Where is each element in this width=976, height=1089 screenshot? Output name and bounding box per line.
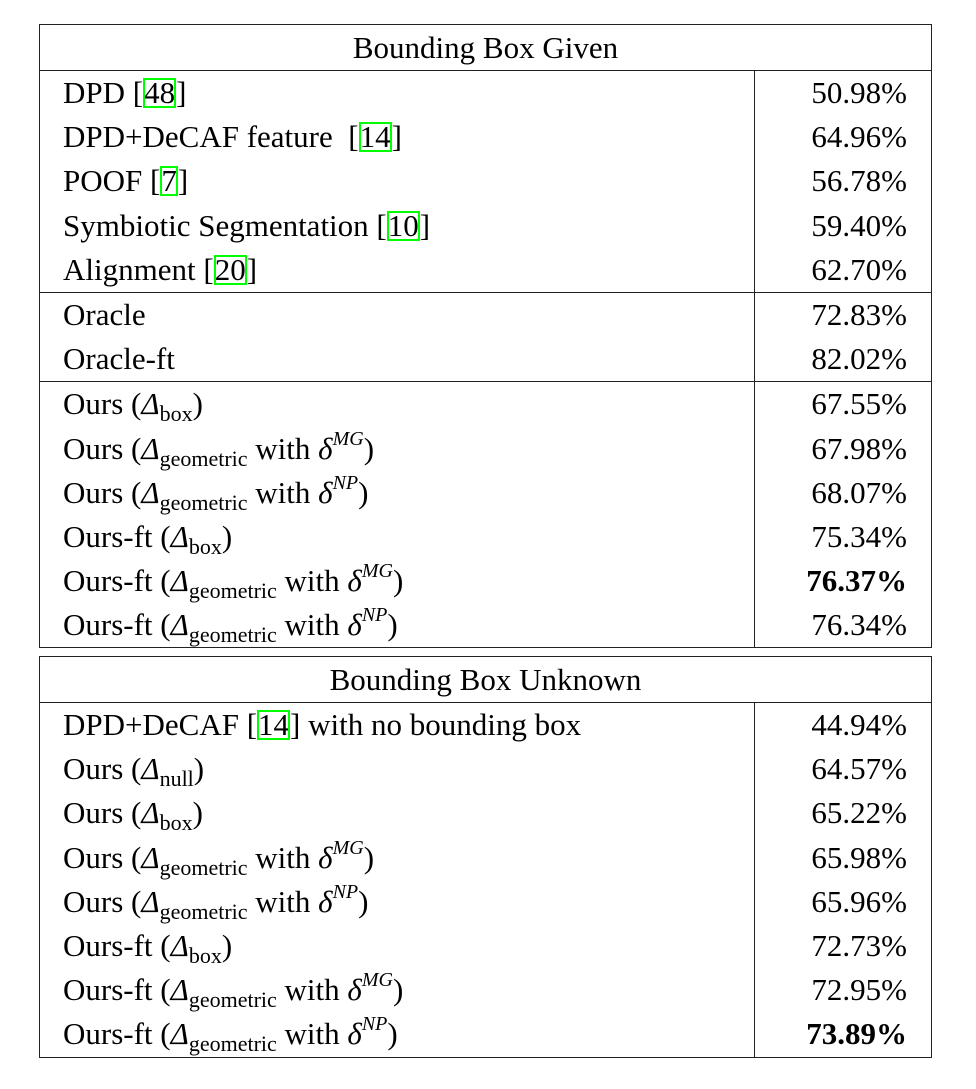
delta-subscript: null: [159, 766, 194, 792]
section-unknown-results: [40, 703, 931, 1057]
table-row: [40, 1012, 931, 1056]
method-name: Ours-ft: [63, 1016, 153, 1052]
accuracy-value-best: 73.89%: [806, 1016, 907, 1052]
method-name: Ours: [63, 474, 124, 510]
delta-superscript: NP: [361, 1013, 388, 1036]
table-title: Bounding Box Given: [40, 25, 931, 71]
paren: (: [131, 883, 142, 919]
paren: ): [192, 795, 203, 831]
bracket: [: [376, 207, 387, 243]
paren: (: [160, 518, 171, 554]
method-name: Ours-ft: [63, 927, 153, 963]
bracket: ]: [177, 163, 189, 199]
paren: (: [131, 795, 142, 831]
delta-symbol: Δ: [170, 563, 189, 599]
method-cell: [40, 836, 755, 880]
accuracy-value: 72.95%: [811, 972, 907, 1008]
delta-superscript: MG: [332, 427, 364, 450]
delta-subscript: geometric: [159, 898, 248, 924]
paren: (: [131, 430, 142, 466]
bracket: [: [203, 251, 214, 287]
delta-subscript: geometric: [188, 578, 277, 604]
table-row: [40, 603, 931, 647]
method-cell: [40, 204, 755, 248]
table-row: [40, 924, 931, 968]
citation-link[interactable]: 20: [214, 251, 246, 287]
method-name: Symbiotic Segmentation: [63, 207, 369, 243]
delta-superscript: NP: [332, 880, 359, 903]
method-cell: [40, 747, 755, 791]
paren: (: [160, 927, 171, 963]
delta-symbol: Δ: [141, 883, 160, 919]
small-delta-symbol: δ: [347, 563, 362, 599]
paren: (: [131, 474, 142, 510]
small-delta-symbol: δ: [318, 430, 333, 466]
accuracy-value-best: 76.37%: [806, 563, 907, 599]
method-name: Ours: [63, 795, 124, 831]
paren: (: [131, 751, 142, 787]
delta-superscript: NP: [332, 471, 359, 494]
method-cell: [40, 71, 755, 115]
delta-superscript: MG: [332, 836, 364, 859]
bracket: [: [246, 707, 258, 742]
citation-link[interactable]: 14: [258, 707, 290, 742]
table-row: [40, 471, 931, 515]
paren: ): [193, 751, 205, 787]
table-row: [40, 791, 931, 835]
with-text: with: [255, 474, 311, 510]
accuracy-value: 44.94%: [811, 707, 907, 742]
delta-symbol: Δ: [141, 474, 160, 510]
paren: ): [363, 430, 375, 466]
delta-subscript: geometric: [159, 489, 248, 515]
paren: ): [221, 518, 233, 554]
section-prior-methods: [40, 71, 931, 292]
delta-subscript: box: [188, 942, 222, 968]
table-row: [40, 703, 931, 747]
paren: ): [387, 607, 398, 643]
accuracy-value: 62.70%: [811, 251, 907, 287]
method-cell: [40, 159, 755, 203]
paren: ): [363, 839, 375, 875]
table-row: [40, 880, 931, 924]
paren: ): [358, 474, 369, 510]
small-delta-symbol: δ: [347, 1016, 362, 1052]
delta-symbol: Δ: [141, 751, 160, 787]
method-cell: [40, 115, 755, 159]
delta-superscript: NP: [361, 604, 388, 627]
accuracy-value: 75.34%: [811, 518, 907, 554]
method-name: Ours: [63, 839, 124, 875]
accuracy-value: 67.55%: [811, 386, 907, 422]
accuracy-value: 72.83%: [811, 296, 907, 332]
method-name: DPD+DeCAF feature: [63, 119, 341, 155]
delta-symbol: Δ: [170, 1016, 189, 1052]
citation-link[interactable]: 48: [144, 75, 176, 110]
delta-symbol: Δ: [141, 795, 160, 831]
section-oracle: [40, 292, 931, 381]
delta-symbol: Δ: [170, 972, 189, 1008]
method-cell: [40, 968, 755, 1012]
delta-symbol: Δ: [141, 430, 160, 466]
with-text: with: [284, 972, 340, 1008]
bracket: ]: [290, 707, 301, 742]
method-name: Ours: [63, 430, 124, 466]
method-cell: [40, 515, 755, 559]
small-delta-symbol: δ: [347, 972, 362, 1008]
delta-subscript: geometric: [159, 854, 248, 880]
accuracy-value: 64.57%: [811, 751, 907, 787]
paren: ): [392, 972, 404, 1008]
paren: (: [131, 386, 142, 422]
table-row: [40, 515, 931, 559]
method-cell: [40, 603, 755, 647]
accuracy-value: 50.98%: [811, 75, 907, 110]
method-name: Ours-ft: [63, 607, 153, 643]
table-row: [40, 293, 931, 337]
with-text: with: [255, 883, 311, 919]
method-name: Ours: [63, 883, 124, 919]
bracket: ]: [176, 75, 187, 110]
method-cell: [40, 559, 755, 603]
method-cell: [40, 427, 755, 471]
method-name: Ours: [63, 386, 124, 422]
method-cell: [40, 1012, 755, 1056]
section-ours: [40, 381, 931, 647]
accuracy-value: 72.73%: [811, 927, 907, 963]
delta-superscript: MG: [361, 969, 393, 992]
delta-subscript: geometric: [188, 622, 277, 648]
table-row: [40, 71, 931, 115]
citation-link[interactable]: 14: [359, 119, 391, 155]
delta-subscript: box: [159, 401, 193, 427]
method-cell: [40, 248, 755, 292]
delta-subscript: geometric: [159, 445, 248, 471]
paren: ): [221, 927, 233, 963]
accuracy-value: 82.02%: [811, 341, 907, 377]
paren: (: [131, 839, 142, 875]
paren: (: [160, 563, 171, 599]
paren: (: [160, 1016, 171, 1052]
delta-subscript: geometric: [188, 987, 277, 1013]
table-row: [40, 204, 931, 248]
delta-subscript: box: [159, 810, 193, 836]
method-cell: [40, 703, 755, 747]
small-delta-symbol: δ: [318, 883, 333, 919]
table-row: [40, 747, 931, 791]
accuracy-value: 59.40%: [811, 207, 907, 243]
delta-symbol: Δ: [141, 839, 160, 875]
delta-symbol: Δ: [141, 386, 160, 422]
table-row: [40, 382, 931, 426]
method-cell: Oracle-ft: [40, 337, 755, 381]
table-row: [40, 836, 931, 880]
method-name: Ours-ft: [63, 972, 153, 1008]
paren: (: [160, 607, 171, 643]
with-text: with: [284, 607, 340, 643]
small-delta-symbol: δ: [347, 607, 362, 643]
small-delta-symbol: δ: [318, 474, 333, 510]
method-cell: [40, 791, 755, 835]
delta-symbol: Δ: [170, 927, 189, 963]
accuracy-value: 65.98%: [811, 839, 907, 875]
citation-link[interactable]: 10: [387, 207, 419, 243]
delta-symbol: Δ: [170, 518, 189, 554]
accuracy-value: 65.22%: [811, 795, 907, 831]
paren: ): [192, 386, 203, 422]
table-row: [40, 159, 931, 203]
bracket: [: [132, 75, 144, 110]
table-row: [40, 248, 931, 292]
with-text: with: [284, 563, 340, 599]
bracket: [: [150, 163, 161, 199]
paren: ): [358, 883, 369, 919]
delta-subscript: box: [188, 533, 222, 559]
table-bounding-box-unknown: [39, 656, 932, 1058]
accuracy-value: 64.96%: [811, 119, 907, 155]
table-row: [40, 337, 931, 381]
table-title: Bounding Box Unknown: [40, 657, 931, 703]
accuracy-value: 68.07%: [811, 474, 907, 510]
table-row: [40, 559, 931, 603]
delta-superscript: MG: [361, 560, 393, 583]
small-delta-symbol: δ: [318, 839, 333, 875]
method-name: Alignment: [63, 251, 196, 287]
with-text: with: [255, 430, 311, 466]
method-cell: [40, 880, 755, 924]
bracket: [: [348, 119, 359, 155]
accuracy-value: 56.78%: [811, 163, 907, 199]
method-name: DPD+DeCAF: [63, 707, 239, 742]
bracket: ]: [419, 207, 431, 243]
method-name: Ours-ft: [63, 563, 153, 599]
paren: (: [160, 972, 171, 1008]
method-cell: Oracle: [40, 293, 755, 337]
delta-subscript: geometric: [188, 1031, 277, 1057]
method-name: POOF: [63, 163, 143, 199]
delta-symbol: Δ: [170, 607, 189, 643]
table-row: [40, 115, 931, 159]
method-cell: [40, 924, 755, 968]
method-cell: [40, 382, 755, 426]
method-name: Ours-ft: [63, 518, 153, 554]
paren: ): [387, 1016, 398, 1052]
table-bounding-box-given: [39, 24, 932, 648]
bracket: ]: [391, 119, 402, 155]
table-row: [40, 427, 931, 471]
paren: ): [392, 563, 404, 599]
table-row: [40, 968, 931, 1012]
accuracy-value: 76.34%: [811, 607, 907, 643]
with-text: with: [284, 1016, 340, 1052]
method-name: DPD: [63, 75, 126, 110]
accuracy-value: 67.98%: [811, 430, 907, 466]
accuracy-value: 65.96%: [811, 883, 907, 919]
method-suffix: with no bounding box: [308, 707, 582, 742]
citation-link[interactable]: 7: [161, 163, 177, 199]
with-text: with: [255, 839, 311, 875]
bracket: ]: [246, 251, 258, 287]
method-cell: [40, 471, 755, 515]
method-name: Ours: [63, 751, 124, 787]
